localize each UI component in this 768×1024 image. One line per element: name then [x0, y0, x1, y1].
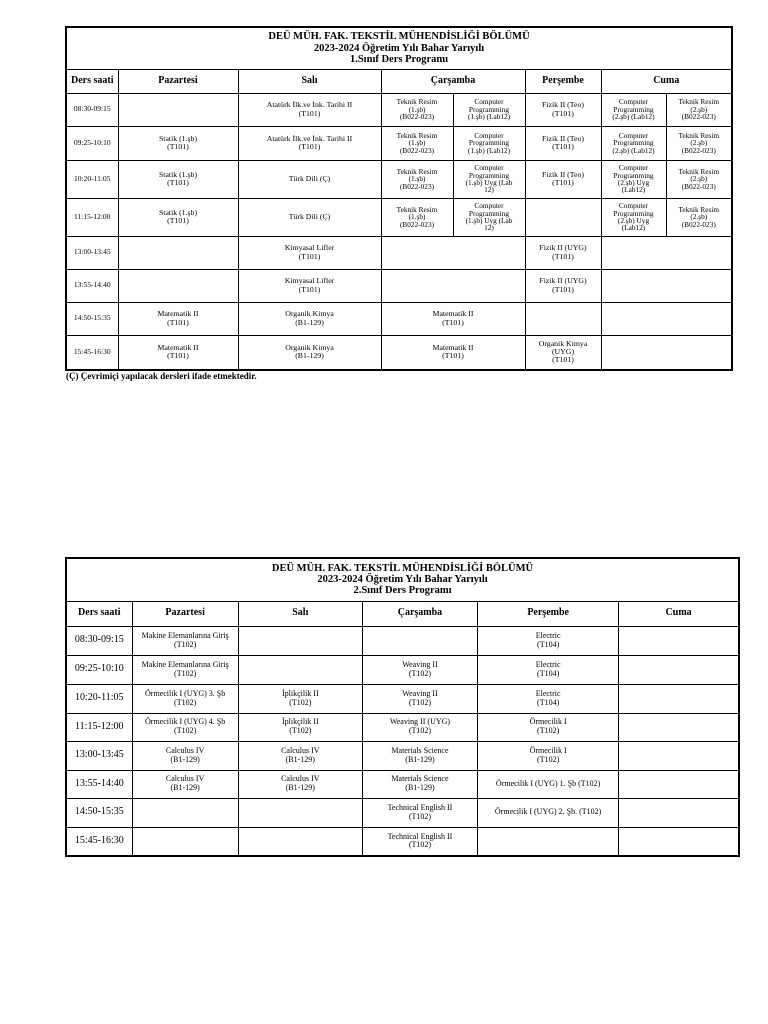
course-cell — [238, 655, 362, 684]
course-cell: Örmecilik I (UYG) 1. Şb (T102) — [478, 770, 619, 798]
course-cell — [118, 93, 238, 126]
course-cell — [619, 684, 739, 713]
time-slot: 13:00-13:45 — [66, 236, 118, 269]
course-cell — [601, 236, 732, 269]
course-cell: Weaving II (T102) — [362, 655, 477, 684]
course-cell — [381, 236, 525, 269]
time-slot: 09:25-10:10 — [66, 655, 132, 684]
course-cell: Atatürk İlk.ve İnk. Tarihi II (T101) — [238, 126, 381, 160]
course-cell — [619, 798, 739, 827]
course-cell: Kimyasal Lifler (T101) — [238, 269, 381, 302]
table-row — [66, 302, 732, 335]
time-slot: 14:50-15:35 — [66, 798, 132, 827]
course-cell: Teknik Resim (1.şb) (B022-023) — [381, 126, 453, 160]
time-slot: 10:20-11:05 — [66, 684, 132, 713]
table-row — [66, 335, 732, 370]
program-title: 2.Sınıf Ders Programı — [353, 585, 452, 597]
program-title: 1.Sınıf Ders Programı — [349, 53, 449, 65]
course-cell: Calculus IV (B1-129) — [132, 770, 238, 798]
course-cell: Organik Kimya (B1-129) — [238, 302, 381, 335]
col-header-hour: Ders saati — [66, 601, 132, 626]
course-cell: Technical English II (T102) — [362, 798, 477, 827]
course-cell: Teknik Resim (2.şb) (B022-023) — [666, 160, 732, 198]
col-header-friday: Cuma — [619, 601, 739, 626]
course-cell: Türk Dili (Ç) — [238, 160, 381, 198]
table-row — [66, 126, 732, 160]
course-cell: Technical English II (T102) — [362, 827, 477, 856]
course-cell: Fizik II (UYG) (T101) — [525, 269, 601, 302]
course-cell: Fizik II (Teo) (T101) — [525, 126, 601, 160]
schedule-title — [66, 558, 739, 601]
course-cell: Computer Programming (2.şb) (Lab12) — [601, 93, 666, 126]
table-row — [66, 713, 739, 741]
table-row — [66, 160, 732, 198]
course-cell: Statik (1.şb) (T101) — [118, 198, 238, 236]
course-cell — [362, 626, 477, 655]
table-row — [66, 827, 739, 856]
col-header-friday: Cuma — [601, 69, 732, 93]
time-slot: 11:15-12:00 — [66, 713, 132, 741]
first-year-schedule-table — [65, 26, 733, 371]
course-cell: Türk Dili (Ç) — [238, 198, 381, 236]
course-cell — [238, 626, 362, 655]
course-cell — [381, 269, 525, 302]
table-row — [66, 798, 739, 827]
online-course-note: (Ç) Çevrimiçi yapılacak dersleri ifade etmektedir. — [66, 371, 257, 381]
course-cell — [525, 302, 601, 335]
course-cell — [619, 827, 739, 856]
table-row — [66, 741, 739, 770]
time-slot: 08:30-09:15 — [66, 93, 118, 126]
course-cell: Electric (T104) — [478, 684, 619, 713]
course-cell — [238, 798, 362, 827]
course-cell: Örmecilik I (UYG) 3. Şb (T102) — [132, 684, 238, 713]
time-slot: 15:45-16:30 — [66, 335, 118, 370]
term-title: 2023-2024 Öğretim Yılı Bahar Yarıyılı — [313, 42, 485, 54]
course-cell: Materials Science (B1-129) — [362, 741, 477, 770]
col-header-thursday: Perşembe — [478, 601, 619, 626]
course-cell: Computer Programming (1.şb) Uyg (Lab 12) — [453, 160, 525, 198]
table-row — [66, 93, 732, 126]
course-cell: Computer Programming (2.şb) Uyg (Lab12) — [601, 198, 666, 236]
course-cell: Matematik II (T101) — [118, 335, 238, 370]
course-cell — [601, 269, 732, 302]
course-cell — [601, 335, 732, 370]
col-header-tuesday: Salı — [238, 69, 381, 93]
table-row — [66, 684, 739, 713]
course-cell: Kimyasal Lifler (T101) — [238, 236, 381, 269]
course-cell — [525, 198, 601, 236]
course-cell: İplikçilik II (T102) — [238, 713, 362, 741]
department-title: DEÜ MÜH. FAK. TEKSTİL MÜHENDİSLİĞİ BÖLÜMÜ — [271, 562, 534, 574]
term-title: 2023-2024 Öğretim Yılı Bahar Yarıyılı — [317, 574, 488, 586]
course-cell — [619, 770, 739, 798]
department-title: DEÜ MÜH. FAK. TEKSTİL MÜHENDİSLİĞİ BÖLÜMÜ — [268, 31, 530, 43]
course-cell: Organik Kimya (UYG) (T101) — [525, 335, 601, 370]
table-row — [66, 236, 732, 269]
course-cell: Örmecilik I (UYG) 4. Şb (T102) — [132, 713, 238, 741]
table-row — [66, 655, 739, 684]
course-cell — [118, 236, 238, 269]
course-cell: Matematik II (T101) — [381, 335, 525, 370]
table-row — [66, 770, 739, 798]
table-row — [66, 198, 732, 236]
course-cell: Organik Kimya (B1-129) — [238, 335, 381, 370]
course-cell: Teknik Resim (2.şb) (B022-023) — [666, 198, 732, 236]
course-cell — [619, 655, 739, 684]
time-slot: 10:20-11:05 — [66, 160, 118, 198]
schedule-title — [66, 27, 732, 69]
course-cell: Makine Elemanlarına Giriş (T102) — [132, 626, 238, 655]
course-cell — [619, 713, 739, 741]
course-cell: Teknik Resim (1.şb) (B022-023) — [381, 198, 453, 236]
course-cell — [619, 741, 739, 770]
course-cell: Matematik II (T101) — [118, 302, 238, 335]
course-cell: Fizik II (UYG) (T101) — [525, 236, 601, 269]
course-cell: Statik (1.şb) (T101) — [118, 126, 238, 160]
course-cell: Örmecilik I (T102) — [478, 713, 619, 741]
course-cell — [601, 302, 732, 335]
course-cell: Teknik Resim (2.şb) (B022-023) — [666, 126, 732, 160]
course-cell: Computer Programming (1.şb) (Lab12) — [453, 126, 525, 160]
col-header-wednesday: Çarşamba — [362, 601, 477, 626]
table-row — [66, 626, 739, 655]
course-cell — [118, 269, 238, 302]
course-cell — [132, 798, 238, 827]
course-cell: Örmecilik I (T102) — [478, 741, 619, 770]
course-cell: Teknik Resim (2.şb) (B022-023) — [666, 93, 732, 126]
col-header-wednesday: Çarşamba — [381, 69, 525, 93]
course-cell: İplikçilik II (T102) — [238, 684, 362, 713]
course-cell: Computer Programming (2.şb) Uyg (Lab12) — [601, 160, 666, 198]
course-cell: Weaving II (T102) — [362, 684, 477, 713]
time-slot: 13:55-14:40 — [66, 269, 118, 302]
time-slot: 15:45-16:30 — [66, 827, 132, 856]
course-cell — [478, 827, 619, 856]
table-row — [66, 269, 732, 302]
time-slot: 13:00-13:45 — [66, 741, 132, 770]
second-year-schedule-table — [65, 557, 740, 857]
time-slot: 08:30-09:15 — [66, 626, 132, 655]
course-cell: Calculus IV (B1-129) — [238, 741, 362, 770]
time-slot: 14:50-15:35 — [66, 302, 118, 335]
course-cell: Örmecilik I (UYG) 2. Şb. (T102) — [478, 798, 619, 827]
course-cell: Materials Science (B1-129) — [362, 770, 477, 798]
course-cell: Matematik II (T101) — [381, 302, 525, 335]
time-slot: 11:15-12:00 — [66, 198, 118, 236]
course-cell: Calculus IV (B1-129) — [132, 741, 238, 770]
col-header-hour: Ders saati — [66, 69, 118, 93]
time-slot: 09:25-10:10 — [66, 126, 118, 160]
course-cell: Computer Programming (1.şb) Uyg (Lab 12) — [453, 198, 525, 236]
col-header-monday: Pazartesi — [118, 69, 238, 93]
course-cell: Computer Programming (2.şb) (Lab12) — [601, 126, 666, 160]
course-cell — [238, 827, 362, 856]
course-cell: Calculus IV (B1-129) — [238, 770, 362, 798]
course-cell: Statik (1.şb) (T101) — [118, 160, 238, 198]
course-cell: Electric (T104) — [478, 655, 619, 684]
course-cell: Fizik II (Teo) (T101) — [525, 160, 601, 198]
course-cell — [619, 626, 739, 655]
course-cell: Teknik Resim (1.şb) (B022-023) — [381, 93, 453, 126]
course-cell: Fizik II (Teo) (T101) — [525, 93, 601, 126]
col-header-thursday: Perşembe — [525, 69, 601, 93]
col-header-monday: Pazartesi — [132, 601, 238, 626]
course-cell: Electric (T104) — [478, 626, 619, 655]
course-cell: Atatürk İlk.ve İnk. Tarihi II (T101) — [238, 93, 381, 126]
col-header-tuesday: Salı — [238, 601, 362, 626]
course-cell: Teknik Resim (1.şb) (B022-023) — [381, 160, 453, 198]
course-cell — [132, 827, 238, 856]
time-slot: 13:55-14:40 — [66, 770, 132, 798]
course-cell: Makine Elemanlarına Giriş (T102) — [132, 655, 238, 684]
course-cell: Weaving II (UYG) (T102) — [362, 713, 477, 741]
course-cell: Computer Programming (1.şb) (Lab12) — [453, 93, 525, 126]
